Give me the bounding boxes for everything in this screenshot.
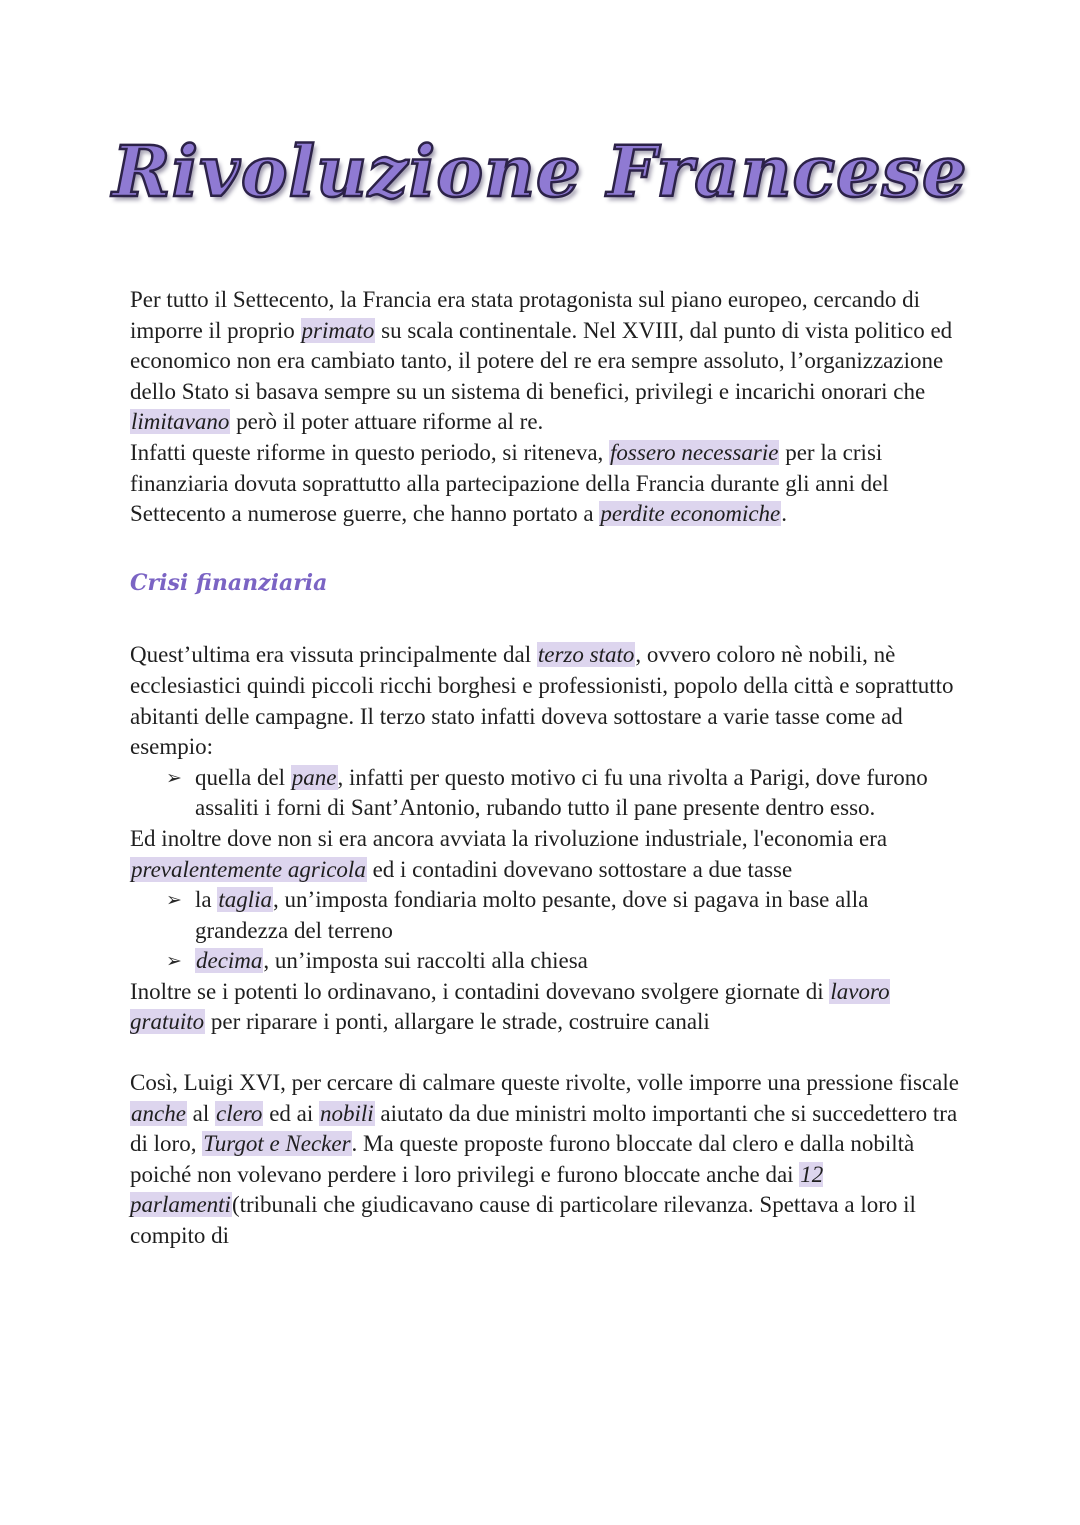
highlight: limitavano [131,409,230,435]
list-item: ➢ decima, un’imposta sui raccolti alla chiesa [166,946,960,977]
section-paragraph: Inoltre se i potenti lo ordinavano, i contadini dovevano svolgere giornate di lavoro gratuito per riparare i ponti, allargare le strade, costruire canali [130,978,890,1035]
page-title: Rivoluzione Francese [112,130,968,213]
arrowhead-bullet-icon: ➢ [166,950,182,973]
highlight: pane [291,764,337,790]
document-body [130,285,960,1252]
highlight: Turgot e Necker [203,1131,351,1157]
highlight: fossero necessarie [610,439,779,465]
highlight: taglia [218,887,273,913]
list-item: ➢ quella del pane, infatti per questo motivo ci fu una rivolta a Parigi, dove furono assaliti i forni di Sant’Antonio, rubando tutto il pane presente dentro esso. [166,764,928,821]
highlight: clero [216,1100,263,1126]
tax-list [130,763,960,824]
highlight: terzo stato [537,642,635,668]
arrowhead-bullet-icon: ➢ [166,766,182,789]
arrowhead-bullet-icon: ➢ [166,889,182,912]
section-paragraph: Ed inoltre dove non si era ancora avviata la rivoluzione industriale, l'economia era prevalentemente agricola ed i contadini dovevano sottostare a due tasse [130,825,888,882]
section-heading: Crisi finanziaria [130,569,328,596]
peasant-tax-list [130,885,960,977]
highlight: nobili [320,1100,374,1126]
highlight: prevalentemente agricola [131,856,366,882]
highlight: anche [131,1100,186,1126]
intro-paragraph: Infatti queste riforme in questo periodo, si riteneva, fossero necessarie per la crisi finanziaria dovuta soprattutto alla partecipazione della Francia durante gli anni del Settecento a numerose guerre, che hanno portato a perdite economiche. [130,439,889,527]
list-item: ➢ la taglia, un’imposta fondiaria molto pesante, dove si pagava in base alla grandezza del terreno [166,887,869,943]
intro-paragraph: Per tutto il Settecento, la Francia era stata protagonista sul piano europeo, cercando di imporre il proprio primato su scala continentale. Nel XVIII, dal punto di vista politico ed economico non era cambiato tanto, il potere del re era sempre assoluto, l’organizzazione dello Stato si basava sempre su un sistema di benefici, privilegi e incarichi onorari che limitavano però il poter attuare riforme al re. [130,287,953,435]
highlight: primato [301,317,375,343]
highlight: perdite economiche [600,501,781,527]
highlight: 12 parlamenti [130,1161,824,1218]
highlight: decima [196,948,263,974]
section-paragraph: Così, Luigi XVI, per cercare di calmare queste rivolte, volle imporre una pressione fiscale anche al clero ed ai nobili aiutato da due ministri molto importanti che si succedettero tra di loro, Turgot e Necker. Ma queste proposte furono bloccate dal clero e dalla nobiltà poiché non volevano perdere i loro privilegi e furono bloccate anche dai 12 parlamenti(tribunali che giudicavano cause di particolare rilevanza. Spettava a loro il compito di [130,1070,959,1249]
section-paragraph: Quest’ultima era vissuta principalmente dal terzo stato, ovvero coloro nè nobili, nè ecclesiastici quindi piccoli ricchi borghesi e professionisti, popolo della città e soprattutto abitanti delle campagne. Il terzo stato infatti doveva sottostare a varie tasse come ad esempio: [130,642,954,760]
highlight: lavoro gratuito [130,978,890,1035]
